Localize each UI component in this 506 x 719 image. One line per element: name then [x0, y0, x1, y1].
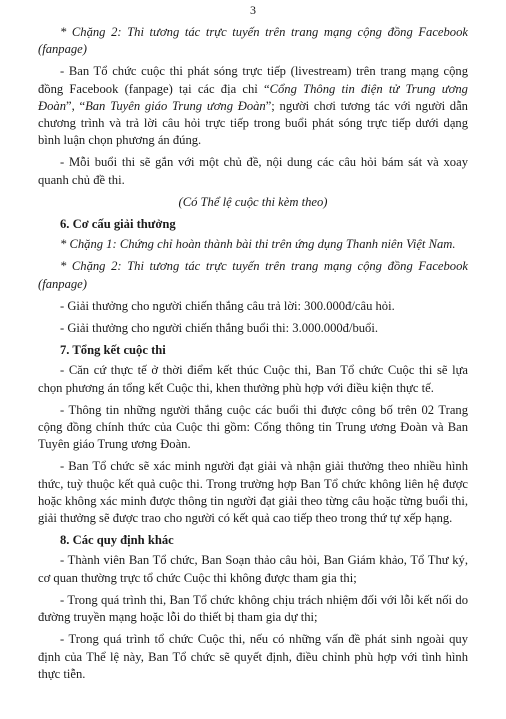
prize-question: - Giải thưởng cho người chiến thắng câu trả lời: 300.000đ/câu hỏi.: [60, 298, 395, 313]
livestream-mid: ”, “: [66, 98, 86, 113]
section-8-p1: - Thành viên Ban Tổ chức, Ban Soạn thảo câu hỏi, Ban Giám khảo, Tổ Thư ký, cơ quan thường trực tổ chức Cuộc thi không được tham gia thi;: [38, 553, 468, 585]
fanpage-name-2: Ban Tuyên giáo Trung ương Đoàn: [85, 98, 266, 113]
page-number: 3: [250, 3, 256, 17]
section-7-heading: 7. Tổng kết cuộc thi: [60, 343, 166, 358]
livestream-suffix: ”; người chơi tương tác với người dẫn chương trình và trả lời câu hỏi trực tiếp trong buổi phát sóng trực tiếp dưới dạng bình luận chọn phương án đúng.: [38, 98, 468, 148]
topic-paragraph: - Mỗi buổi thi sẽ gắn với một chủ đề, nội dung các câu hỏi bám sát và xoay quanh chủ đề thi.: [38, 155, 468, 187]
section-8-p2: - Trong quá trình thi, Ban Tổ chức không chịu trách nhiệm đối với lỗi kết nối do đường truyền mạng hoặc lỗi do thiết bị tham gia dự thi;: [38, 592, 468, 625]
section-7-p3: - Ban Tổ chức sẽ xác minh người đạt giải và nhận giải thưởng theo nhiều hình thức, tuỳ thuộc kết quả cuộc thi. Trong trường hợp Ban Tổ chức không liên hệ được hoặc không xác minh được thông tin người đạt giải theo từng câu hoặc từng buổi thi, giải thưởng sẽ được trao cho người có kết quả cao tiếp theo trong thứ tự xếp hạng.: [38, 459, 468, 526]
section-7-p2: - Thông tin những người thắng cuộc các buổi thi được công bố trên 02 Trang cộng đồng chính thức của Cuộc thi gồm: Cổng thông tin Trung ương Đoàn và Ban Tuyên giáo Trung ương Đoàn.: [38, 402, 468, 452]
section-6-heading: 6. Cơ cấu giải thưởng: [60, 217, 176, 232]
section-7-p1: - Căn cứ thực tế ở thời điểm kết thúc Cuộc thi, Ban Tổ chức Cuộc thi sẽ lựa chọn phương án tổng kết Cuộc thi, khen thưởng phù hợp với điều kiện thực tế.: [38, 363, 468, 395]
livestream-paragraph: [38, 63, 468, 149]
section-6-round1: * Chặng 1: Chứng chỉ hoàn thành bài thi trên ứng dụng Thanh niên Việt Nam.: [60, 237, 456, 252]
fanpage-name-1: Cổng Thông tin điện tử Trung ương Đoàn: [38, 81, 468, 113]
section-8-heading: 8. Các quy định khác: [60, 533, 174, 548]
round2-title: * Chặng 2: Thi tương tác trực tuyến trên trang mạng cộng đồng Facebook (fanpage): [38, 25, 468, 57]
livestream-prefix: - Ban Tổ chức cuộc thi phát sóng trực tiếp (livestream) trên trang mạng cộng đồng Facebook (fanpage) tại các địa chỉ “: [38, 64, 468, 96]
section-6-round2: * Chặng 2: Thi tương tác trực tuyến trên trang mạng cộng đồng Facebook (fanpage): [38, 259, 468, 291]
rules-note: (Có Thể lệ cuộc thi kèm theo): [178, 194, 328, 209]
section-8-p3: - Trong quá trình tổ chức Cuộc thi, nếu có những vấn đề phát sinh ngoài quy định của Thể lệ này, Ban Tổ chức sẽ quyết định, điều chỉnh phù hợp với tình hình thực tiễn.: [38, 632, 468, 681]
prize-session: - Giải thưởng cho người chiến thắng buổi thi: 3.000.000đ/buổi.: [60, 321, 378, 336]
